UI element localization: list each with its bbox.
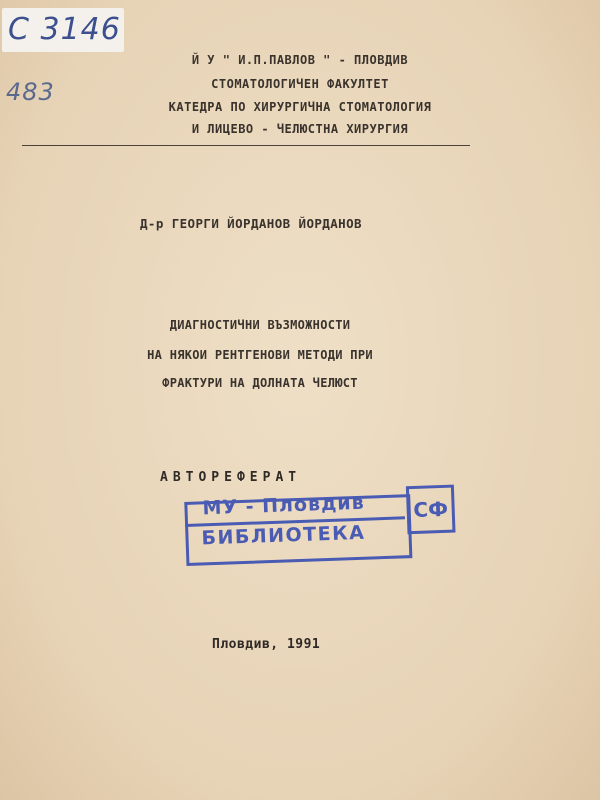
title-line-3: ФРАКТУРИ НА ДОЛНАТА ЧЕЛЮСТ [162, 376, 358, 390]
document-type: АВТОРЕФЕРАТ [160, 470, 302, 485]
shelf-mark-handwritten: С 3146 [8, 12, 121, 47]
stamp-faculty-code: СФ [406, 485, 456, 535]
place-and-year: Пловдив, 1991 [212, 637, 321, 652]
header-department-cont: И ЛИЦЕВО - ЧЕЛЮСТНА ХИРУРГИЯ [191, 122, 409, 136]
author-name: Д-р ГЕОРГИ ЙОРДАНОВ ЙОРДАНОВ [140, 216, 362, 231]
title-line-2: НА НЯКОИ РЕНТГЕНОВИ МЕТОДИ ПРИ [147, 348, 373, 362]
title-line-1: ДИАГНОСТИЧНИ ВЪЗМОЖНОСТИ [169, 318, 351, 332]
header-institution: Й У " И.П.ПАВЛОВ " - ПЛОВДИВ [191, 53, 409, 67]
stamp-library: БИБЛИОТЕКА [201, 521, 366, 550]
header-rule [22, 145, 470, 146]
stamp-university: МУ - Пловдив [202, 491, 366, 520]
inventory-number-handwritten: 483 [6, 78, 55, 106]
header-faculty: СТОМАТОЛОГИЧЕН ФАКУЛТЕТ [211, 77, 389, 91]
library-stamp [184, 485, 457, 572]
header-department: КАТЕДРА ПО ХИРУРГИЧНА СТОМАТОЛОГИЯ [168, 100, 432, 114]
